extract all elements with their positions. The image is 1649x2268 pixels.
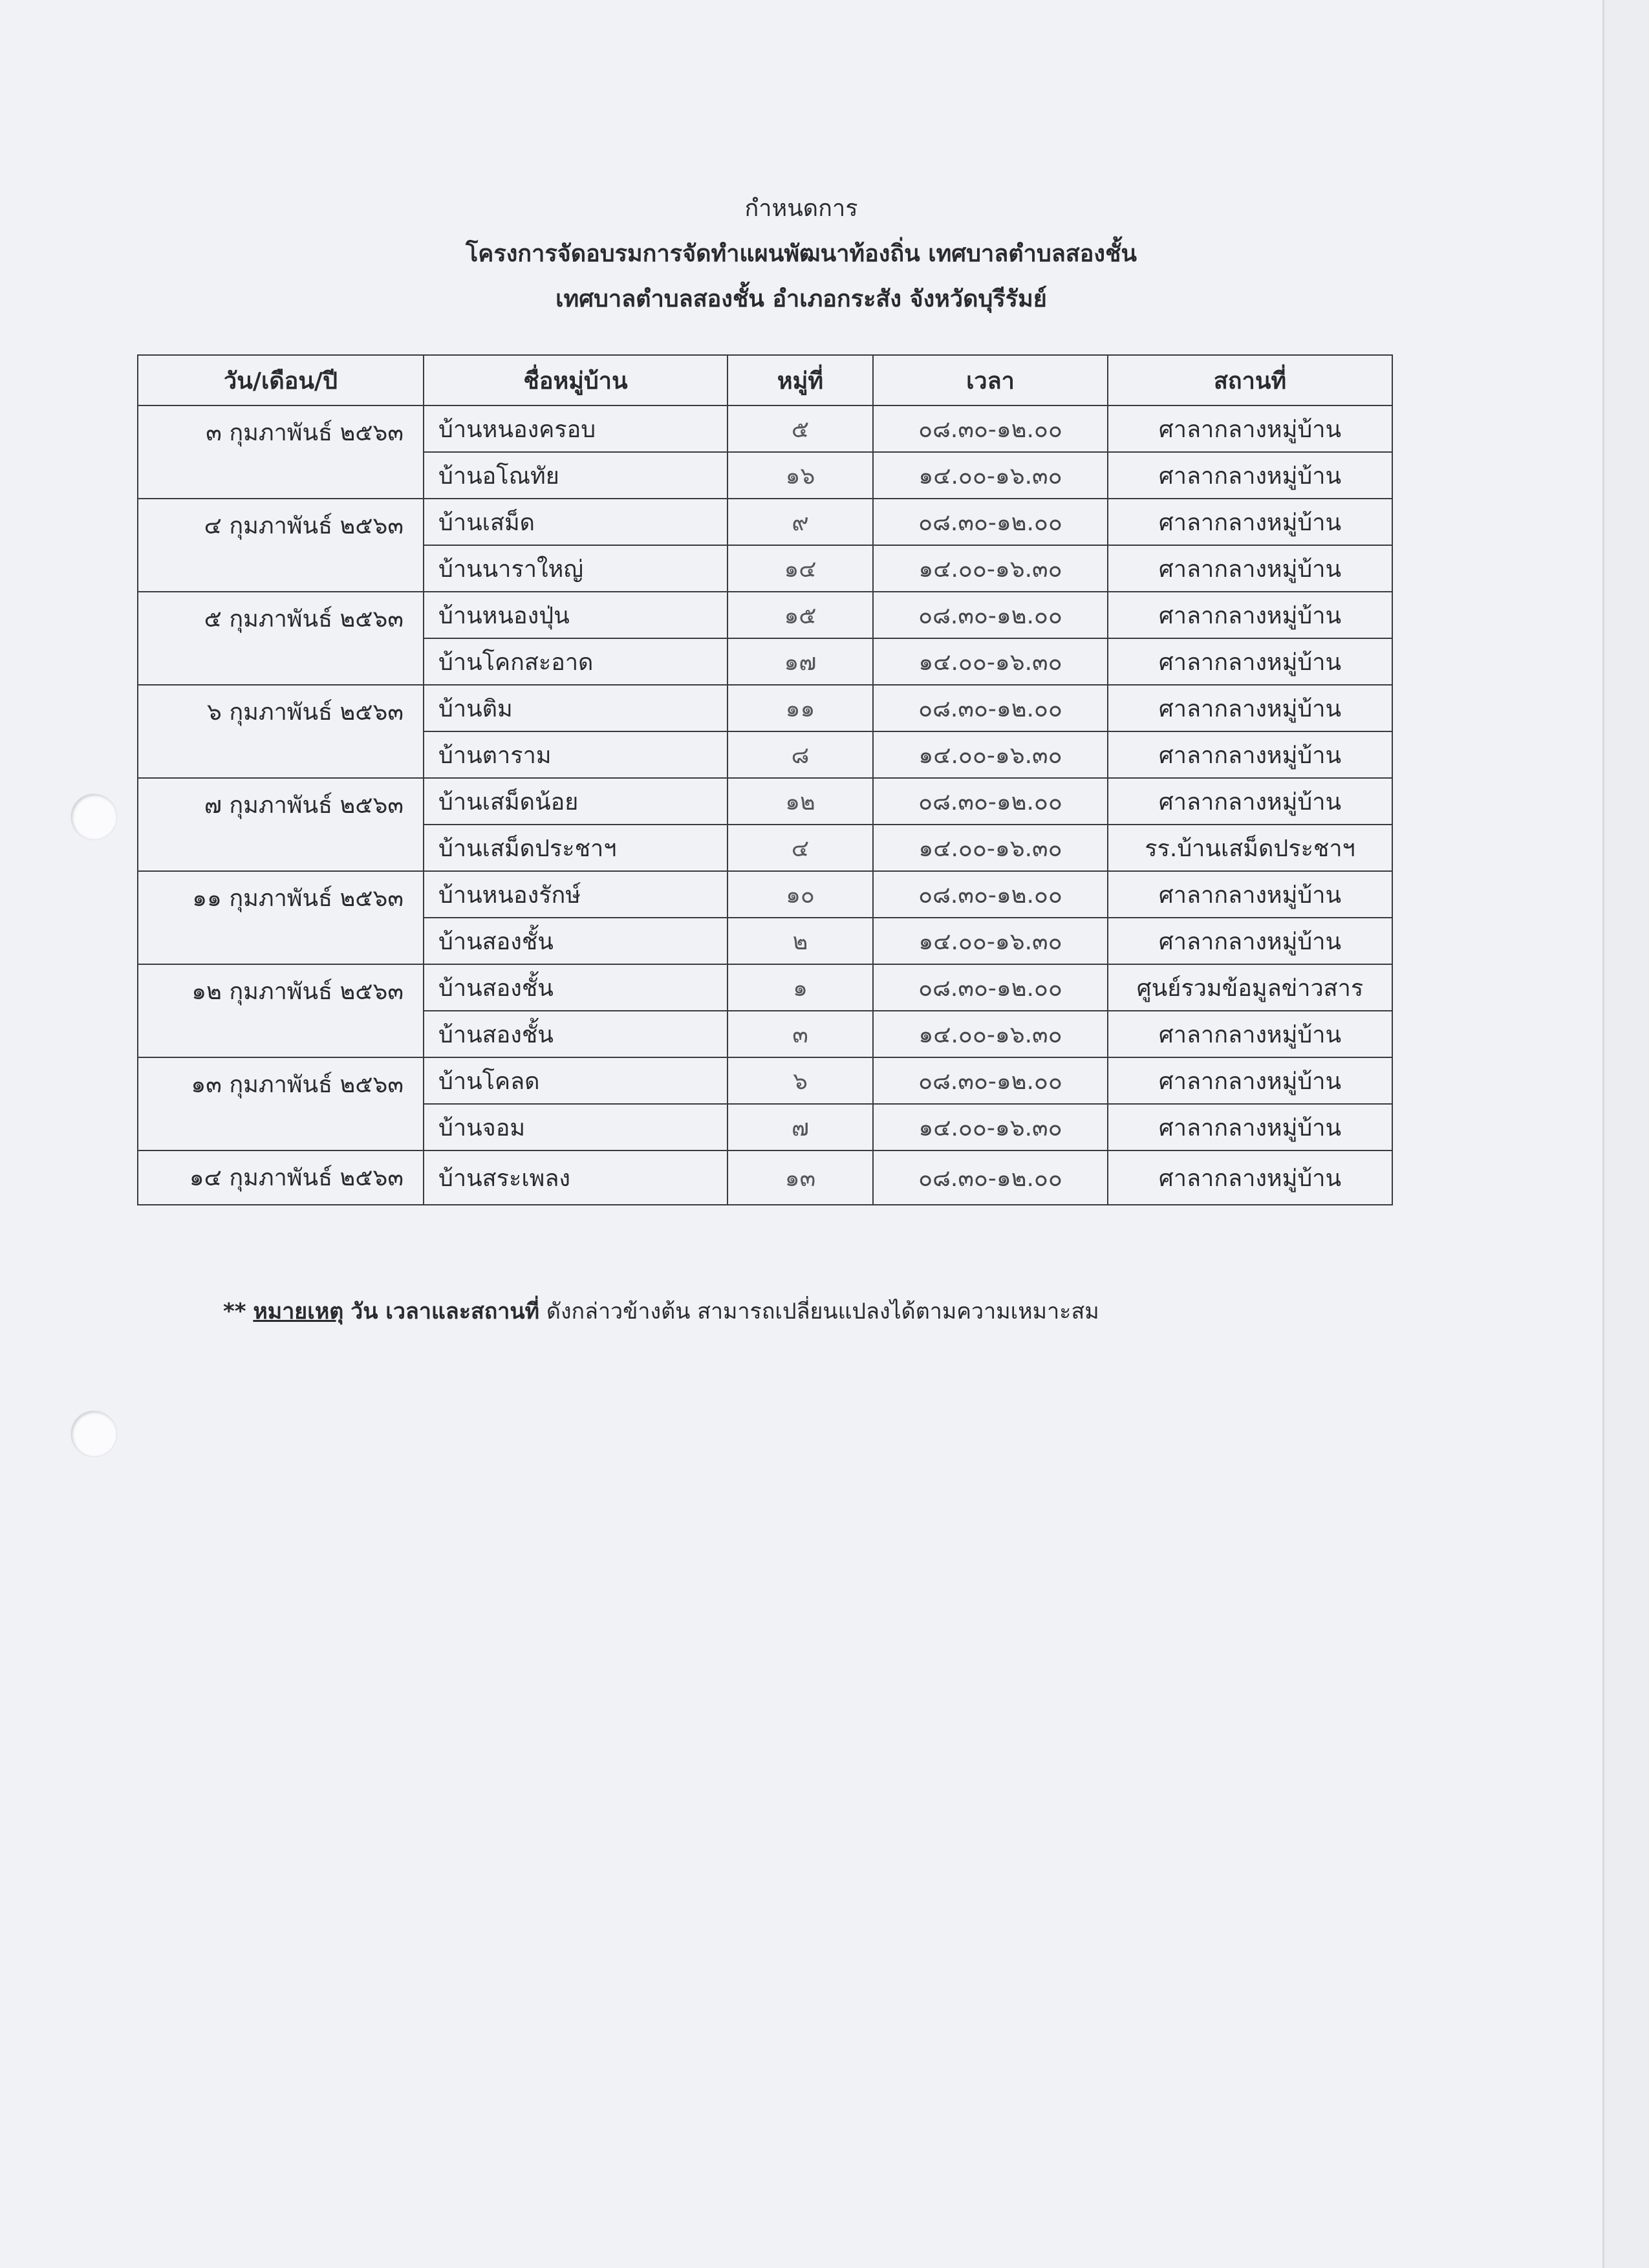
time-cell: ๑๔.๐๐-๑๖.๓๐ <box>873 545 1108 592</box>
place-cell: ศาลากลางหมู่บ้าน <box>1108 918 1392 964</box>
punch-hole <box>71 794 116 839</box>
table-row <box>138 685 1392 731</box>
moo-cell: ๑๓ <box>727 1150 873 1205</box>
place-cell: ศาลากลางหมู่บ้าน <box>1108 1104 1392 1150</box>
moo-cell: ๒ <box>727 918 873 964</box>
table-header-row <box>138 355 1392 405</box>
document-title <box>0 186 1602 322</box>
village-cell: บ้านหนองครอบ <box>424 405 727 452</box>
place-cell: ศาลากลางหมู่บ้าน <box>1108 778 1392 825</box>
village-cell: บ้านอโณทัย <box>424 452 727 499</box>
date-cell: ๑๔ กุมภาพันธ์ ๒๕๖๓ <box>138 1150 424 1205</box>
village-cell: บ้านโคกสะอาด <box>424 638 727 685</box>
place-cell: ศาลากลางหมู่บ้าน <box>1108 685 1392 731</box>
place-cell: ศาลากลางหมู่บ้าน <box>1108 1011 1392 1057</box>
table-row <box>138 592 1392 638</box>
place-cell: รร.บ้านเสม็ดประชาฯ <box>1108 825 1392 871</box>
moo-cell: ๖ <box>727 1057 873 1104</box>
village-cell: บ้านเสม็ด <box>424 499 727 545</box>
place-cell: ศาลากลางหมู่บ้าน <box>1108 1057 1392 1104</box>
village-cell: บ้านหนองปุ่น <box>424 592 727 638</box>
date-cell: ๖ กุมภาพันธ์ ๒๕๖๓ <box>138 685 424 778</box>
village-cell: บ้านสระเพลง <box>424 1150 727 1205</box>
table-row <box>138 964 1392 1011</box>
schedule-table <box>137 354 1393 1205</box>
table-row <box>138 778 1392 825</box>
note-stars: ** <box>223 1299 246 1324</box>
table-row <box>138 871 1392 918</box>
village-cell: บ้านสองชั้น <box>424 964 727 1011</box>
village-cell: บ้านโคลด <box>424 1057 727 1104</box>
place-cell: ศาลากลางหมู่บ้าน <box>1108 545 1392 592</box>
village-cell: บ้านตาราม <box>424 731 727 778</box>
note-bold-text: วัน เวลาและสถานที่ <box>350 1299 540 1324</box>
moo-cell: ๕ <box>727 405 873 452</box>
header-moo: หมู่ที่ <box>727 355 873 405</box>
table-row <box>138 405 1392 452</box>
moo-cell: ๑๖ <box>727 452 873 499</box>
place-cell: ศาลากลางหมู่บ้าน <box>1108 452 1392 499</box>
moo-cell: ๑๕ <box>727 592 873 638</box>
header-village: ชื่อหมู่บ้าน <box>424 355 727 405</box>
village-cell: บ้านเสม็ดน้อย <box>424 778 727 825</box>
date-cell: ๑๒ กุมภาพันธ์ ๒๕๖๓ <box>138 964 424 1057</box>
moo-cell: ๔ <box>727 825 873 871</box>
moo-cell: ๙ <box>727 499 873 545</box>
punch-hole <box>71 1411 116 1456</box>
schedule-body <box>138 405 1392 1205</box>
title-line-2: โครงการจัดอบรมการจัดทำแผนพัฒนาท้องถิ่น เทศบาลตำบลสองชั้น <box>465 241 1137 267</box>
note-label: หมายเหตุ <box>253 1299 344 1324</box>
date-cell: ๑๓ กุมภาพันธ์ ๒๕๖๓ <box>138 1057 424 1150</box>
moo-cell: ๑๒ <box>727 778 873 825</box>
place-cell: ศาลากลางหมู่บ้าน <box>1108 871 1392 918</box>
time-cell: ๑๔.๐๐-๑๖.๓๐ <box>873 825 1108 871</box>
place-cell: ศาลากลางหมู่บ้าน <box>1108 638 1392 685</box>
date-cell: ๔ กุมภาพันธ์ ๒๕๖๓ <box>138 499 424 592</box>
date-cell: ๗ กุมภาพันธ์ ๒๕๖๓ <box>138 778 424 871</box>
time-cell: ๐๘.๓๐-๑๒.๐๐ <box>873 778 1108 825</box>
moo-cell: ๑๐ <box>727 871 873 918</box>
time-cell: ๐๘.๓๐-๑๒.๐๐ <box>873 499 1108 545</box>
title-line-1: กำหนดการ <box>744 195 858 222</box>
village-cell: บ้านจอม <box>424 1104 727 1150</box>
place-cell: ศาลากลางหมู่บ้าน <box>1108 731 1392 778</box>
place-cell: ศูนย์รวมข้อมูลข่าวสาร <box>1108 964 1392 1011</box>
date-cell: ๕ กุมภาพันธ์ ๒๕๖๓ <box>138 592 424 685</box>
place-cell: ศาลากลางหมู่บ้าน <box>1108 405 1392 452</box>
time-cell: ๑๔.๐๐-๑๖.๓๐ <box>873 1011 1108 1057</box>
moo-cell: ๑๔ <box>727 545 873 592</box>
moo-cell: ๓ <box>727 1011 873 1057</box>
moo-cell: ๑๗ <box>727 638 873 685</box>
village-cell: บ้านนาราใหญ่ <box>424 545 727 592</box>
date-cell: ๓ กุมภาพันธ์ ๒๕๖๓ <box>138 405 424 499</box>
moo-cell: ๗ <box>727 1104 873 1150</box>
title-line-3: เทศบาลตำบลสองชั้น อำเภอกระสัง จังหวัดบุรีรัมย์ <box>555 286 1047 312</box>
time-cell: ๐๘.๓๐-๑๒.๐๐ <box>873 685 1108 731</box>
place-cell: ศาลากลางหมู่บ้าน <box>1108 592 1392 638</box>
moo-cell: ๑๑ <box>727 685 873 731</box>
table-row <box>138 1057 1392 1104</box>
time-cell: ๐๘.๓๐-๑๒.๐๐ <box>873 871 1108 918</box>
table-row <box>138 1150 1392 1205</box>
time-cell: ๑๔.๐๐-๑๖.๓๐ <box>873 452 1108 499</box>
time-cell: ๑๔.๐๐-๑๖.๓๐ <box>873 731 1108 778</box>
time-cell: ๐๘.๓๐-๑๒.๐๐ <box>873 1150 1108 1205</box>
village-cell: บ้านสองชั้น <box>424 918 727 964</box>
time-cell: ๐๘.๓๐-๑๒.๐๐ <box>873 964 1108 1011</box>
table-row <box>138 499 1392 545</box>
moo-cell: ๑ <box>727 964 873 1011</box>
header-place: สถานที่ <box>1108 355 1392 405</box>
time-cell: ๑๔.๐๐-๑๖.๓๐ <box>873 638 1108 685</box>
village-cell: บ้านเสม็ดประชาฯ <box>424 825 727 871</box>
header-date: วัน/เดือน/ปี <box>138 355 424 405</box>
note-text: ดังกล่าวข้างต้น สามารถเปลี่ยนแปลงได้ตามความเหมาะสม <box>546 1299 1099 1324</box>
village-cell: บ้านติม <box>424 685 727 731</box>
header-time: เวลา <box>873 355 1108 405</box>
time-cell: ๐๘.๓๐-๑๒.๐๐ <box>873 1057 1108 1104</box>
footnote <box>223 1293 1099 1328</box>
moo-cell: ๘ <box>727 731 873 778</box>
time-cell: ๐๘.๓๐-๑๒.๐๐ <box>873 592 1108 638</box>
date-cell: ๑๑ กุมภาพันธ์ ๒๕๖๓ <box>138 871 424 964</box>
village-cell: บ้านสองชั้น <box>424 1011 727 1057</box>
village-cell: บ้านหนองรักษ์ <box>424 871 727 918</box>
time-cell: ๑๔.๐๐-๑๖.๓๐ <box>873 918 1108 964</box>
time-cell: ๐๘.๓๐-๑๒.๐๐ <box>873 405 1108 452</box>
place-cell: ศาลากลางหมู่บ้าน <box>1108 1150 1392 1205</box>
time-cell: ๑๔.๐๐-๑๖.๓๐ <box>873 1104 1108 1150</box>
place-cell: ศาลากลางหมู่บ้าน <box>1108 499 1392 545</box>
